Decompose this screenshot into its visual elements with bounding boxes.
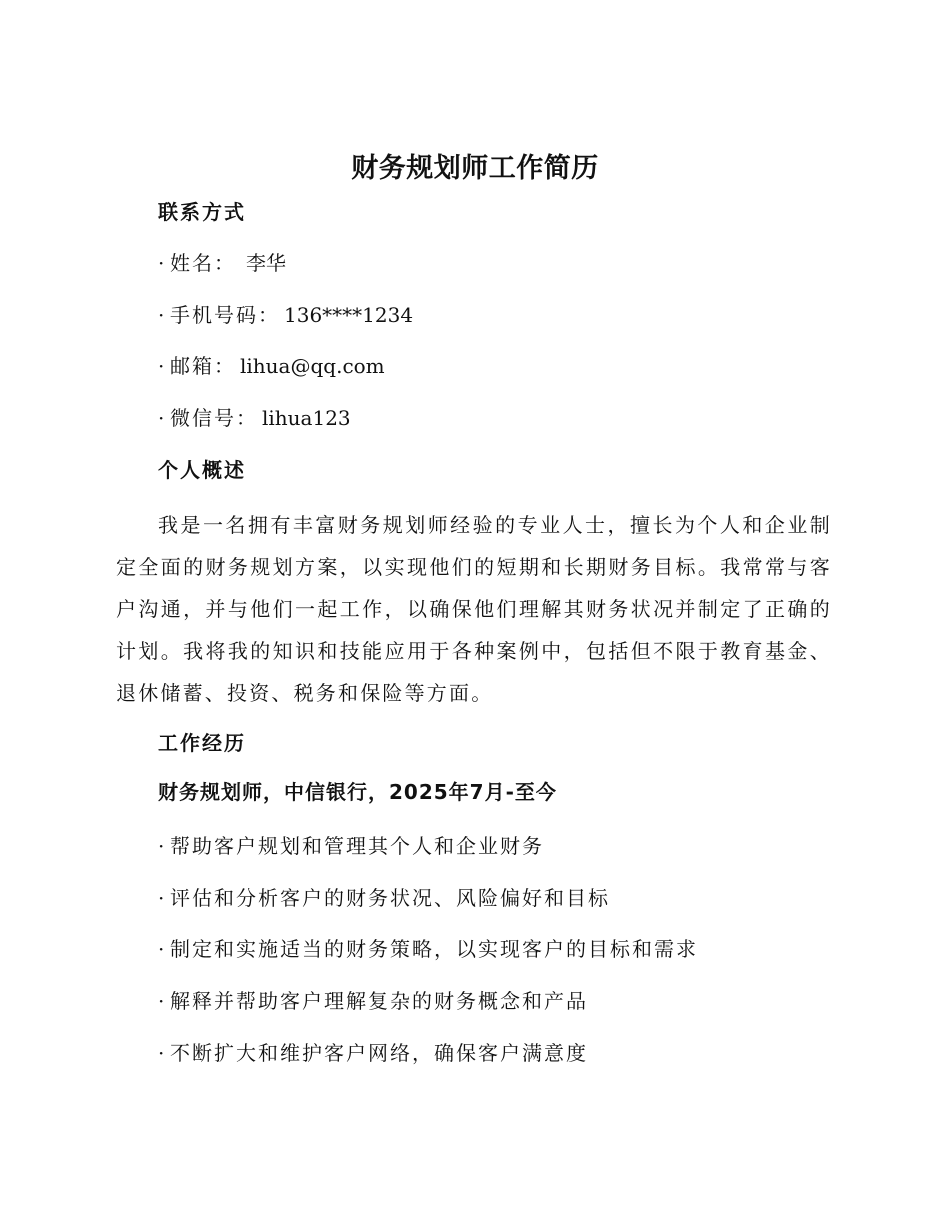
contact-label: 微信号： bbox=[170, 406, 258, 430]
bullet-mark: · bbox=[158, 886, 167, 910]
bullet-text: 制定和实施适当的财务策略，以实现客户的目标和需求 bbox=[170, 937, 698, 961]
contact-label: 姓名： bbox=[170, 251, 236, 275]
experience-bullet bbox=[158, 1039, 588, 1067]
contact-label: 邮箱： bbox=[170, 354, 236, 378]
document-title: 财务规划师工作简历 bbox=[351, 153, 599, 184]
contact-label: 手机号码： bbox=[170, 303, 280, 327]
summary-heading: 个人概述 bbox=[158, 458, 246, 482]
bullet-text: 解释并帮助客户理解复杂的财务概念和产品 bbox=[170, 989, 588, 1013]
job-title: 财务规划师，中信银行，2025年7月-至今 bbox=[158, 780, 557, 804]
contact-value: 李华 bbox=[246, 251, 286, 275]
bullet-mark: · bbox=[158, 251, 167, 275]
experience-heading: 工作经历 bbox=[158, 731, 246, 755]
bullet-mark: · bbox=[158, 937, 167, 961]
contact-heading: 联系方式 bbox=[158, 200, 246, 224]
bullet-mark: · bbox=[158, 1041, 167, 1065]
bullet-text: 不断扩大和维护客户网络，确保客户满意度 bbox=[170, 1041, 588, 1065]
contact-item-name bbox=[158, 249, 286, 277]
contact-value: lihua@qq.com bbox=[240, 354, 385, 378]
bullet-mark: · bbox=[158, 989, 167, 1013]
bullet-mark: · bbox=[158, 406, 167, 430]
bullet-mark: · bbox=[158, 834, 167, 858]
bullet-text: 帮助客户规划和管理其个人和企业财务 bbox=[170, 834, 544, 858]
experience-bullet bbox=[158, 832, 544, 860]
contact-item-wechat bbox=[158, 404, 351, 432]
contact-value: lihua123 bbox=[262, 406, 351, 430]
experience-bullet bbox=[158, 987, 588, 1015]
contact-item-email bbox=[158, 352, 385, 380]
contact-item-phone bbox=[158, 301, 413, 329]
bullet-text: 评估和分析客户的财务状况、风险偏好和目标 bbox=[170, 886, 610, 910]
experience-bullet bbox=[158, 884, 610, 912]
experience-bullet bbox=[158, 935, 698, 963]
bullet-mark: · bbox=[158, 303, 167, 327]
bullet-mark: · bbox=[158, 354, 167, 378]
contact-value: 136****1234 bbox=[284, 303, 414, 327]
summary-paragraph: 我是一名拥有丰富财务规划师经验的专业人士，擅长为个人和企业制定全面的财务规划方案，以实现他们的短期和长期财务目标。我常常与客户沟通，并与他们一起工作，以确保他们理解其财务状况并制定了正确的计划。我将我的知识和技能应用于各种案例中，包括但不限于教育基金、退休储蓄、投资、税务和保险等方面。 bbox=[116, 513, 832, 705]
